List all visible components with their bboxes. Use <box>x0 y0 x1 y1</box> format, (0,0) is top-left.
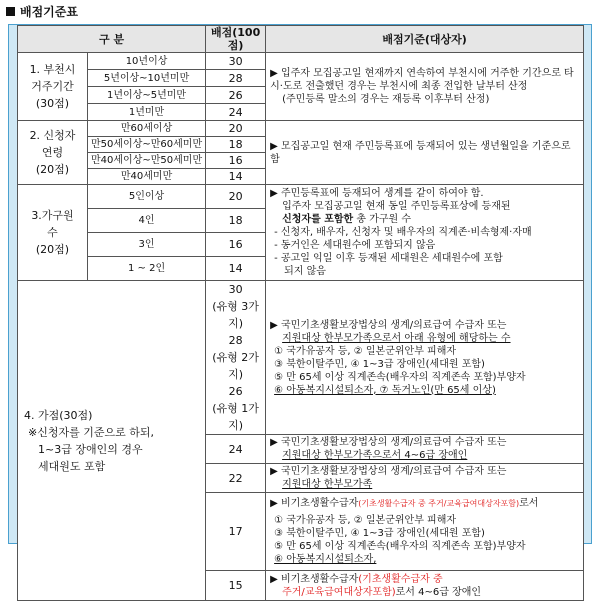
score-cell: 14 <box>206 257 266 281</box>
header-criteria: 배점기준(대상자) <box>266 26 584 53</box>
criteria-bonus-15: ▶ 비기초생활수급자(기초생활수급자 중 주거/교육급여대상자포함)로서 4~6급 장애인 <box>266 571 584 601</box>
condition-cell: 5인이상 <box>88 185 206 209</box>
criteria-age: ▶ 모집공고일 현재 주민등록표에 등재되어 있는 생년월일을 기준으로 함 <box>266 121 584 185</box>
score-cell: 22 <box>206 464 266 493</box>
heading-text: 배점기준표 <box>20 4 78 19</box>
score-cell: 24 <box>206 435 266 464</box>
condition-cell: 1년이상~5년미만 <box>88 87 206 104</box>
header-row <box>18 26 584 53</box>
category-age: 2. 신청자 연령 (20점) <box>18 121 88 185</box>
condition-cell: 4인 <box>88 209 206 233</box>
category-household: 3.가구원 수 (20점) <box>18 185 88 281</box>
header-score: 배점(100점) <box>206 26 266 53</box>
score-cell: 15 <box>206 571 266 601</box>
score-cell: 20 <box>206 185 266 209</box>
score-cell: 17 <box>206 493 266 571</box>
header-category: 구 분 <box>18 26 206 53</box>
condition-cell: 10년이상 <box>88 53 206 70</box>
score-cell: 30 <box>206 53 266 70</box>
score-cell: 20 <box>206 121 266 137</box>
score-cell: 14 <box>206 169 266 185</box>
table-row <box>18 121 584 137</box>
table-row <box>18 185 584 209</box>
score-cell: 26 <box>206 87 266 104</box>
condition-cell: 5년이상~10년미만 <box>88 70 206 87</box>
table-row <box>18 281 584 435</box>
condition-cell: 만60세이상 <box>88 121 206 137</box>
score-cell: 28 <box>206 70 266 87</box>
category-residence: 1. 부천시 거주기간 (30점) <box>18 53 88 121</box>
table-row <box>18 53 584 70</box>
condition-cell: 1년미만 <box>88 104 206 121</box>
criteria-bonus-types: ▶ 국민기초생활보장법상의 생계/의료급여 수급자 또는 지원대상 한부모가족으로서 아래 유형에 해당하는 수 ① 국가유공자 등, ② 일본군위안부 피해자 ③ 북한이탈주민, ④ 1~3급 장애인(세대원 포함) ⑤ 만 65세 이상 직계존속(배우자의 직계존속 포함)부양자 ⑥ 아동복지시설퇴소자, ⑦ 독거노인(만 65세 이상) <box>266 281 584 435</box>
score-criteria-table <box>17 25 584 601</box>
score-cell: 24 <box>206 104 266 121</box>
page-heading <box>6 2 78 20</box>
condition-cell: 1 ~ 2인 <box>88 257 206 281</box>
condition-cell: 만40세미만 <box>88 169 206 185</box>
criteria-bonus-17: ▶ 비기초생활수급자(기초생활수급자 중 주거/교육급여대상자포함)로서 ① 국가유공자 등, ② 일본군위안부 피해자 ③ 북한이탈주민, ④ 1~3급 장애인(세대원 포함) ⑤ 만 65세 이상 직계존속(배우자의 직계존속 포함)부양자 ⑥ 아동복지시설퇴소자, <box>266 493 584 571</box>
criteria-household: ▶ 주민등록표에 등재되어 생계를 같이 하여야 함. 입주자 모집공고일 현재 동일 주민등록표상에 등재된 신청자를 포함한 총 가구원 수 - 신청자, 배우자, 신청자 및 배우자의 직계존·비속형제·자매 - 동거인은 세대원수에 포함되지 않음 - 공고일 익일 이후 등재된 세대원은 세대원수에 포함 되지 않음 <box>266 185 584 281</box>
condition-cell: 만50세이상~만60세미만 <box>88 137 206 153</box>
criteria-bonus-22: ▶ 국민기초생활보장법상의 생계/의료급여 수급자 또는 지원대상 한부모가족 <box>266 464 584 493</box>
square-bullet-icon <box>6 7 15 16</box>
score-cell: 16 <box>206 233 266 257</box>
criteria-bonus-24: ▶ 국민기초생활보장법상의 생계/의료급여 수급자 또는 지원대상 한부모가족으로서 4~6급 장애인 <box>266 435 584 464</box>
criteria-residence: ▶ 입주자 모집공고일 현재까지 연속하여 부천시에 거주한 기간으로 타 시·도로 전출했던 경우는 부천시에 최종 전입한 날부터 산정 (주민등록 말소의 경우는 재등록 이후부터 산정) <box>266 53 584 121</box>
condition-cell: 만40세이상~만50세미만 <box>88 153 206 169</box>
category-bonus: 4. 가점(30점) ※신청자를 기준으로 하되, 1~3급 장애인의 경우 세대원도 포함 <box>18 281 206 601</box>
score-cell: 30 (유형 3가지) 28 (유형 2가지) 26 (유형 1가지) <box>206 281 266 435</box>
score-cell: 18 <box>206 137 266 153</box>
score-cell: 16 <box>206 153 266 169</box>
score-cell: 18 <box>206 209 266 233</box>
condition-cell: 3인 <box>88 233 206 257</box>
